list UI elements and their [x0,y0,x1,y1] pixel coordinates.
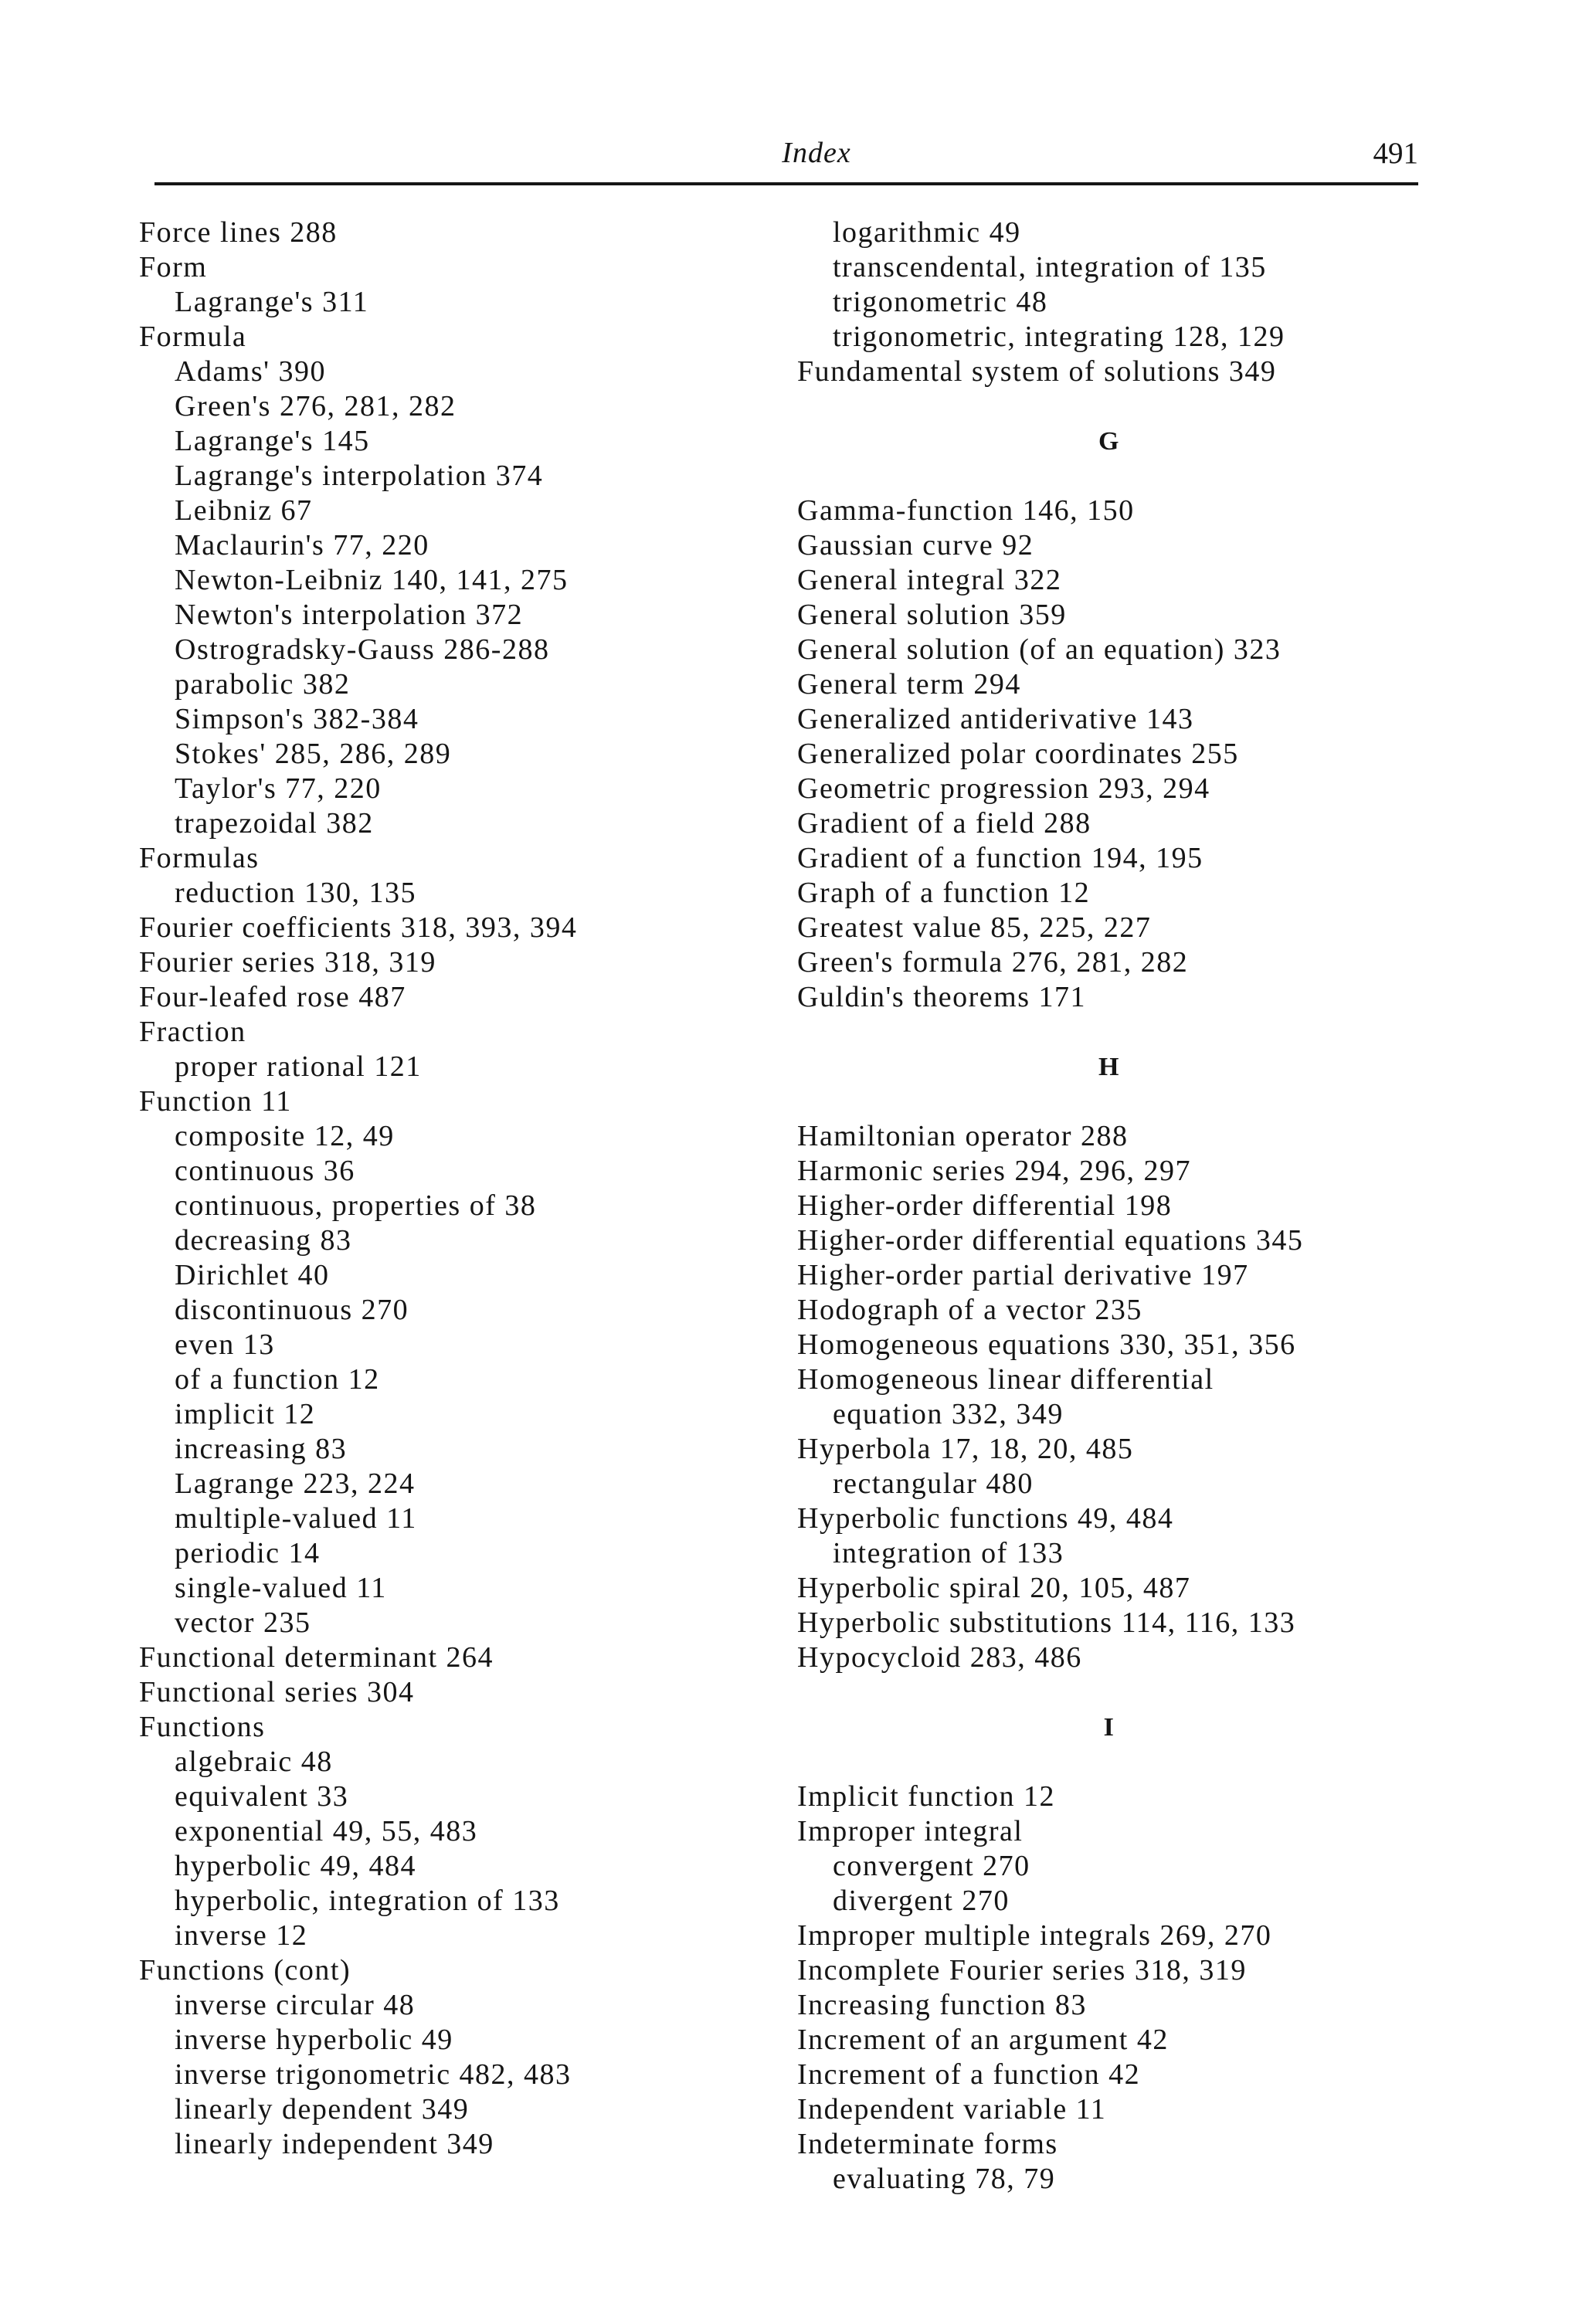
index-subentry: multiple-valued 11 [175,1502,417,1535]
index-entry: Functions (cont) [139,1954,351,1986]
index-subentry: decreasing 83 [175,1224,352,1257]
index-entry: Gradient of a function 194, 195 [797,842,1203,874]
index-entry: General solution 359 [797,599,1067,631]
index-entry: Implicit function 12 [797,1780,1055,1813]
section-letter-heading: H [1098,1053,1120,1081]
index-subentry: discontinuous 270 [175,1294,409,1326]
index-subentry: even 13 [175,1328,275,1361]
index-subentry: convergent 270 [833,1850,1030,1882]
index-entry: Harmonic series 294, 296, 297 [797,1155,1191,1187]
index-entry: Gradient of a field 288 [797,807,1091,840]
index-entry: Hamiltonian operator 288 [797,1120,1129,1152]
index-entry: Generalized polar coordinates 255 [797,738,1239,770]
index-entry: Higher-order partial derivative 197 [797,1259,1249,1291]
section-letter-heading: I [1103,1713,1115,1742]
index-entry: Higher-order differential 198 [797,1189,1173,1222]
index-subentry: linearly independent 349 [175,2128,494,2160]
index-subentry: divergent 270 [833,1885,1010,1917]
index-subentry: continuous, properties of 38 [175,1189,537,1222]
index-entry: Guldin's theorems 171 [797,981,1086,1013]
index-subentry: hyperbolic, integration of 133 [175,1885,560,1917]
index-subentry: composite 12, 49 [175,1120,395,1152]
index-entry: Gamma-function 146, 150 [797,494,1135,527]
index-subentry: equivalent 33 [175,1780,349,1813]
index-subentry: Taylor's 77, 220 [175,772,382,805]
index-entry: Improper integral [797,1815,1024,1847]
index-subentry: Simpson's 382-384 [175,703,419,735]
index-subentry: exponential 49, 55, 483 [175,1815,478,1847]
index-entry: Incomplete Fourier series 318, 319 [797,1954,1247,1986]
index-subentry: logarithmic 49 [833,216,1021,249]
index-entry: Hyperbola 17, 18, 20, 485 [797,1433,1134,1465]
index-subentry: Stokes' 285, 286, 289 [175,738,452,770]
index-entry: Hyperbolic substitutions 114, 116, 133 [797,1606,1296,1639]
index-entry: Homogeneous linear differential [797,1363,1214,1396]
index-subentry: Lagrange 223, 224 [175,1467,416,1500]
index-subentry: inverse trigonometric 482, 483 [175,2058,572,2091]
index-subentry: equation 332, 349 [833,1398,1064,1430]
index-entry: Hyperbolic functions 49, 484 [797,1502,1174,1535]
index-subentry: hyperbolic 49, 484 [175,1850,417,1882]
index-subentry: single-valued 11 [175,1572,387,1604]
index-subentry: trapezoidal 382 [175,807,374,840]
index-subentry: trigonometric 48 [833,286,1048,318]
index-entry: Higher-order differential equations 345 [797,1224,1304,1257]
index-entry: Gaussian curve 92 [797,529,1034,561]
index-entry: Independent variable 11 [797,2093,1107,2126]
index-subentry: proper rational 121 [175,1050,422,1083]
index-entry: Improper multiple integrals 269, 270 [797,1919,1272,1952]
index-entry: General integral 322 [797,564,1062,596]
index-entry: Functional determinant 264 [139,1641,494,1674]
index-entry: Increment of a function 42 [797,2058,1141,2091]
index-subentry: continuous 36 [175,1155,355,1187]
index-entry: Homogeneous equations 330, 351, 356 [797,1328,1296,1361]
index-subentry: Dirichlet 40 [175,1259,330,1291]
index-entry: Functional series 304 [139,1676,415,1708]
index-subentry: implicit 12 [175,1398,316,1430]
index-subentry: rectangular 480 [833,1467,1034,1500]
index-entry: Hyperbolic spiral 20, 105, 487 [797,1572,1191,1604]
index-subentry: of a function 12 [175,1363,380,1396]
index-entry: Fourier series 318, 319 [139,946,436,979]
index-subentry: reduction 130, 135 [175,877,417,909]
page-header [130,136,1418,182]
index-subentry: Adams' 390 [175,355,327,388]
index-subentry: Lagrange's 311 [175,286,369,318]
index-entry: Indeterminate forms [797,2128,1058,2160]
index-subentry: Green's 276, 281, 282 [175,390,457,422]
index-subentry: inverse hyperbolic 49 [175,2024,453,2056]
index-entry: Generalized antiderivative 143 [797,703,1194,735]
index-subentry: trigonometric, integrating 128, 129 [833,321,1285,353]
index-subentry: linearly dependent 349 [175,2093,470,2126]
index-subentry: Newton's interpolation 372 [175,599,524,631]
index-entry: Formulas [139,842,260,874]
index-entry: Green's formula 276, 281, 282 [797,946,1189,979]
index-entry: Fundamental system of solutions 349 [797,355,1277,388]
index-subentry: Lagrange's 145 [175,425,370,457]
index-subentry: algebraic 48 [175,1746,333,1778]
index-entry: Increasing function 83 [797,1989,1087,2021]
index-subentry: integration of 133 [833,1537,1064,1569]
index-entry: Fourier coefficients 318, 393, 394 [139,911,578,944]
index-subentry: vector 235 [175,1606,311,1639]
page-number: 491 [1373,137,1418,170]
index-entry: Graph of a function 12 [797,877,1091,909]
index-entry: Form [139,251,208,283]
index-entry: Geometric progression 293, 294 [797,772,1210,805]
index-subentry: inverse circular 48 [175,1989,416,2021]
index-entry: Four-leafed rose 487 [139,981,406,1013]
running-title: Index [782,137,851,169]
index-subentry: Lagrange's interpolation 374 [175,460,544,492]
index-entry: Force lines 288 [139,216,338,249]
index-subentry: periodic 14 [175,1537,321,1569]
index-subentry: Ostrogradsky-Gauss 286-288 [175,633,550,666]
index-entry: Hodograph of a vector 235 [797,1294,1142,1326]
index-entry: Functions [139,1711,266,1743]
index-subentry: evaluating 78, 79 [833,2163,1056,2195]
index-entry: Fraction [139,1016,246,1048]
index-entry: Increment of an argument 42 [797,2024,1169,2056]
index-subentry: Leibniz 67 [175,494,313,527]
index-entry: Function 11 [139,1085,292,1118]
header-rule [154,182,1418,185]
index-column-right [797,215,1421,2197]
index-subentry: increasing 83 [175,1433,348,1465]
index-entry: Greatest value 85, 225, 227 [797,911,1152,944]
index-subentry: Maclaurin's 77, 220 [175,529,429,561]
section-letter-heading: G [1098,427,1120,456]
index-column-left [139,215,803,2162]
index-subentry: parabolic 382 [175,668,351,701]
index-subentry: transcendental, integration of 135 [833,251,1267,283]
index-entry: General solution (of an equation) 323 [797,633,1282,666]
index-entry: Formula [139,321,247,353]
index-entry: Hypocycloid 283, 486 [797,1641,1082,1674]
index-entry: General term 294 [797,668,1021,701]
index-subentry: inverse 12 [175,1919,308,1952]
index-subentry: Newton-Leibniz 140, 141, 275 [175,564,569,596]
